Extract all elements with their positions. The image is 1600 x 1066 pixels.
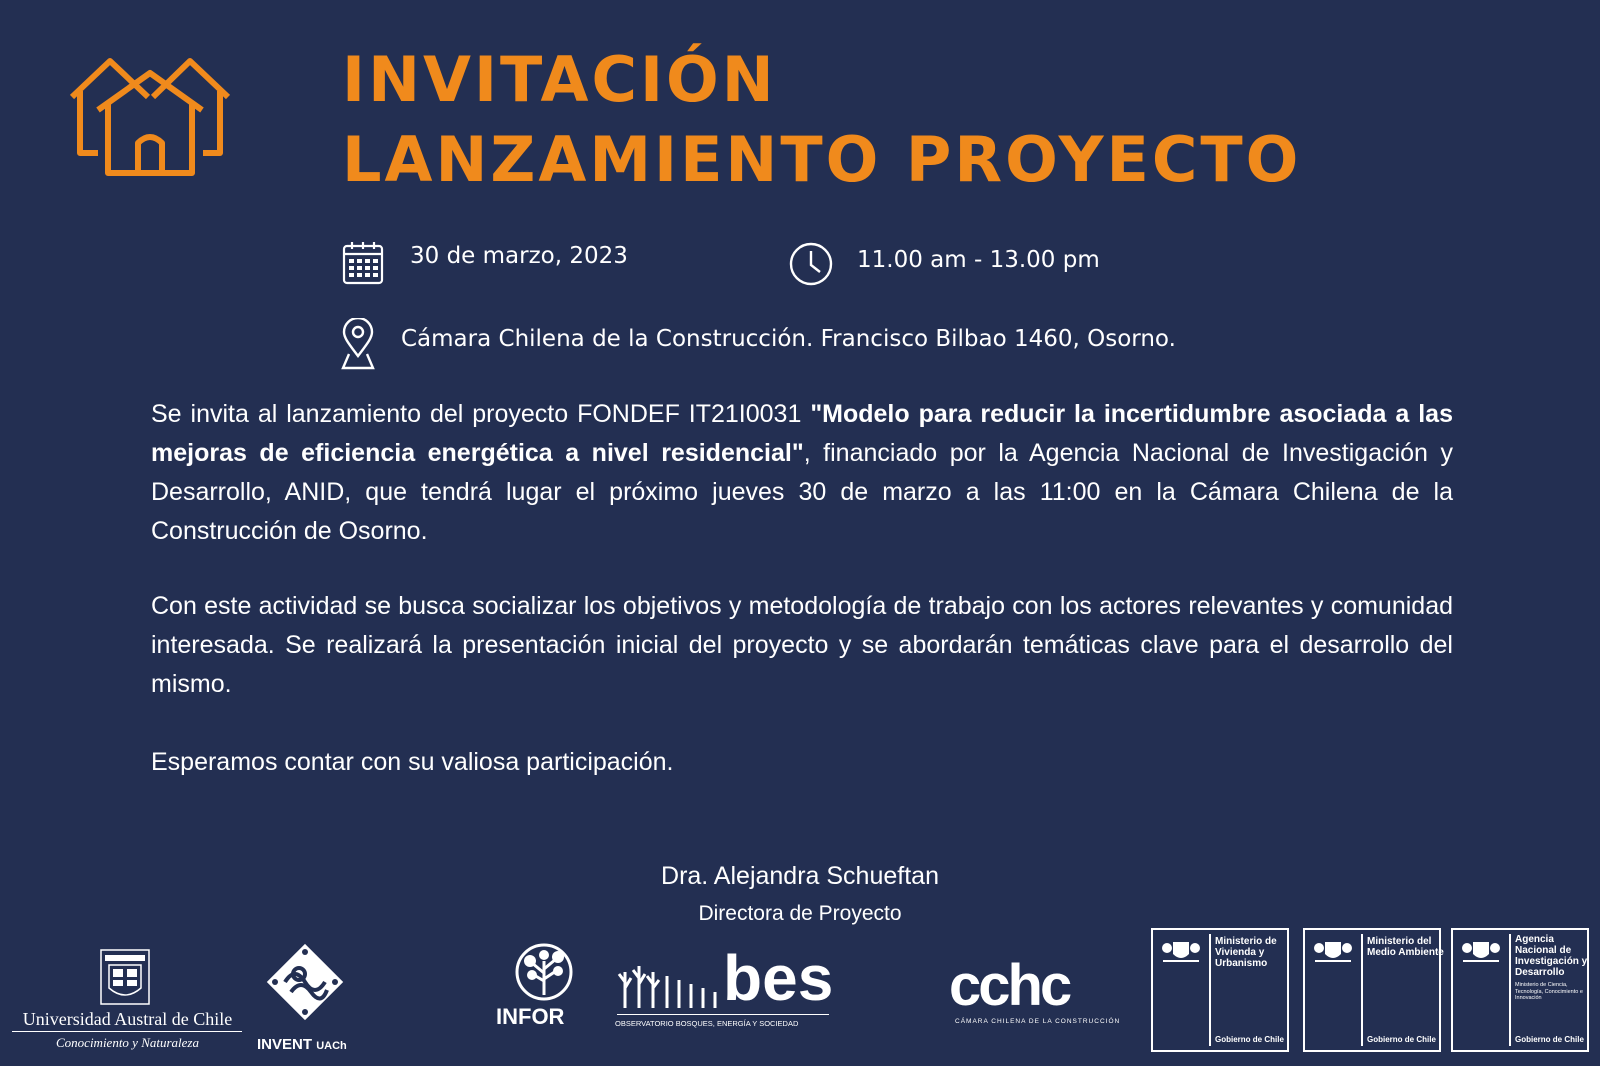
title-line-1: INVITACIÓN — [342, 43, 777, 116]
bes-trees-icon — [617, 958, 725, 1010]
mma-logo — [1303, 928, 1444, 1052]
invent-text: INVENT — [257, 1036, 313, 1053]
cchc-subtitle: CÁMARA CHILENA DE LA CONSTRUCCIÓN — [955, 1018, 1121, 1025]
minvu-name: Ministerio de Vivienda y Urbanismo — [1215, 936, 1277, 969]
mma-name: Ministerio del Medio Ambiente — [1367, 936, 1444, 958]
bes-divider — [617, 1014, 829, 1015]
anid-name: Agencia Nacional de Investigación y Desarrollo — [1515, 934, 1588, 978]
infor-label: INFOR — [496, 1004, 565, 1029]
invent-suffix: UACh — [316, 1040, 347, 1052]
chile-coat-of-arms-icon — [1311, 936, 1355, 964]
bes-subtitle: OBSERVATORIO BOSQUES, ENERGÍA Y SOCIEDAD — [615, 1019, 799, 1028]
bes-label: bes — [723, 942, 834, 1014]
anid-gob: Gobierno de Chile — [1515, 1035, 1584, 1044]
paragraph-text: Se invita al lanzamiento del proyecto FONDEF IT21I0031 — [151, 400, 811, 428]
calendar-icon — [342, 240, 384, 286]
objective-paragraph: Con este actividad se busca socializar los objetivos y metodología de trabajo con los actores relevantes y comunidad interesada. Se realizará la presentación inicial del proyecto y se abordarán temáticas clave para el desarrollo del mismo. — [151, 592, 1453, 698]
mma-divider — [1361, 934, 1363, 1046]
closing-paragraph: Esperamos contar con su valiosa participación. — [151, 748, 674, 776]
title-line-2: LANZAMIENTO PROYECTO — [342, 123, 1302, 196]
clock-icon — [788, 241, 834, 287]
page-title — [342, 40, 1301, 200]
anid-divider — [1509, 934, 1511, 1046]
invitation-paragraph — [151, 395, 1453, 551]
location-pin-icon — [340, 318, 376, 370]
event-location: Cámara Chilena de la Construcción. Francisco Bilbao 1460, Osorno. — [401, 326, 1176, 352]
mma-gob: Gobierno de Chile — [1367, 1035, 1436, 1044]
anid-subtitle: Ministerio de Ciencia, Tecnología, Conocimiento e Innovación — [1515, 982, 1583, 1001]
chile-coat-of-arms-icon — [1159, 936, 1203, 964]
uach-crest-icon — [99, 948, 151, 1006]
uach-tagline: Conocimiento y Naturaleza — [56, 1035, 199, 1050]
minvu-logo — [1151, 928, 1289, 1052]
anid-logo — [1451, 928, 1589, 1052]
uach-divider — [12, 1031, 242, 1032]
minvu-gob: Gobierno de Chile — [1215, 1035, 1284, 1044]
event-date: 30 de marzo, 2023 — [410, 243, 628, 269]
cchc-label: cchc — [949, 953, 1070, 1018]
minvu-divider — [1209, 934, 1211, 1046]
project-name: "Modelo para reducir la incertidumbre asociada a las mejoras de eficiencia energética a nivel residencial" — [151, 400, 1453, 467]
paragraph-text-end: , financiado por la Agencia Nacional de Investigación y Desarrollo, ANID, que tendrá lugar el próximo jueves 30 de marzo a las 11:00 en la Cámara Chilena de la Construcción de Osorno. — [151, 439, 1453, 545]
director-name: Dra. Alejandra Schueftan — [661, 862, 939, 890]
uach-name: Universidad Austral de Chile — [22, 1009, 233, 1029]
houses-icon — [68, 55, 233, 180]
invent-logo-icon — [259, 936, 351, 1028]
chile-coat-of-arms-icon — [1459, 936, 1503, 964]
event-time: 11.00 am - 13.00 pm — [857, 247, 1100, 273]
director-role: Directora de Proyecto — [698, 902, 902, 925]
invent-label — [257, 1036, 347, 1053]
infor-tree-icon — [508, 943, 580, 1001]
